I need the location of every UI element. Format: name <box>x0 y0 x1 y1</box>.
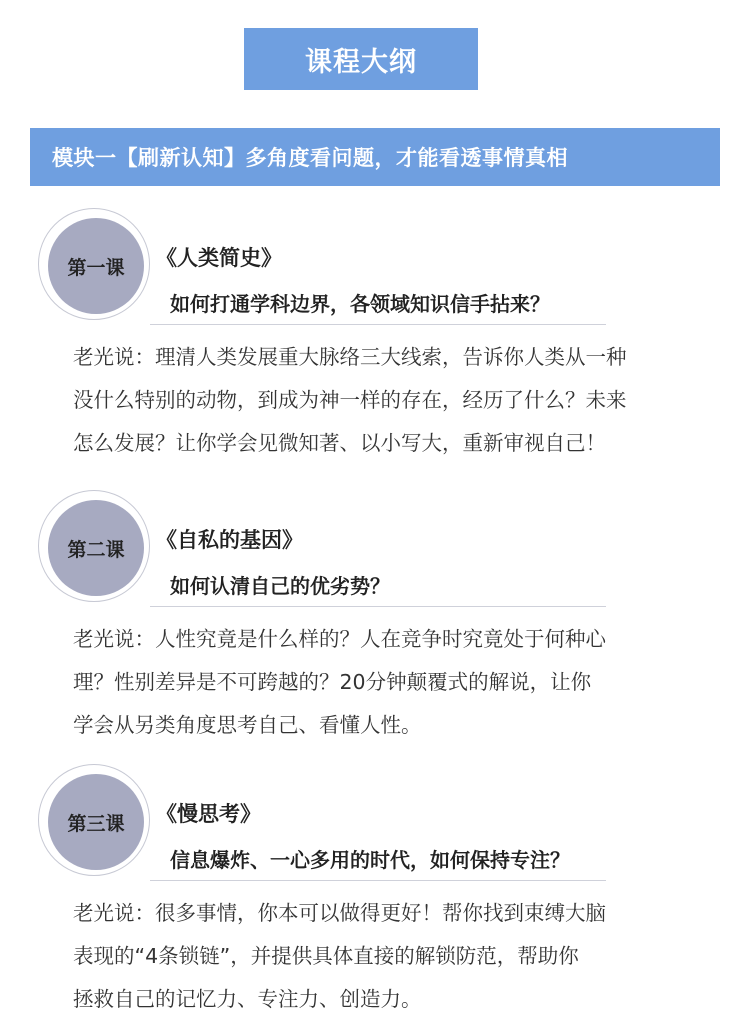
description-line: 没什么特别的动物，到成为神一样的存在，经历了什么？未来 <box>73 388 627 412</box>
lesson-question: 信息爆炸、一心多用的时代，如何保持专注？ <box>170 848 570 872</box>
lesson-divider <box>150 324 606 325</box>
lesson-number: 第三课 <box>67 812 125 835</box>
description-line: 学会从另类角度思考自己、看懂人性。 <box>73 713 422 737</box>
lesson-divider <box>150 606 606 607</box>
lesson-description <box>73 336 713 465</box>
description-line: 老光说：很多事情，你本可以做得更好！帮你找到束缚大脑 <box>73 901 606 925</box>
lesson-number: 第二课 <box>67 538 125 561</box>
description-line: 表现的“4条锁链”，并提供具体直接的解锁防范，帮助你 <box>73 944 579 968</box>
module-heading: 模块一【刷新认知】多角度看问题，才能看透事情真相 <box>30 128 720 186</box>
description-line: 怎么发展？让你学会见微知著、以小写大，重新审视自己！ <box>73 431 606 455</box>
description-line: 老光说：理清人类发展重大脉络三大线索，告诉你人类从一种 <box>73 345 627 369</box>
lesson-divider <box>150 880 606 881</box>
lesson-book-title: 《自私的基因》 <box>156 528 303 552</box>
lesson-book-title: 《人类简史》 <box>156 246 282 270</box>
description-line: 老光说：人性究竟是什么样的？人在竞争时究竟处于何种心 <box>73 627 606 651</box>
description-line: 拯救自己的记忆力、专注力、创造力。 <box>73 987 422 1011</box>
page-title: 课程大纲 <box>244 28 478 90</box>
lesson-description <box>73 618 713 747</box>
lesson-question: 如何认清自己的优劣势？ <box>170 574 390 598</box>
lesson-number: 第一课 <box>67 256 125 279</box>
lesson-book-title: 《慢思考》 <box>156 802 261 826</box>
lesson-question: 如何打通学科边界，各领域知识信手拈来？ <box>170 292 550 316</box>
lesson-description <box>73 892 713 1021</box>
description-line: 理？性别差异是不可跨越的？20分钟颠覆式的解说，让你 <box>73 670 592 694</box>
